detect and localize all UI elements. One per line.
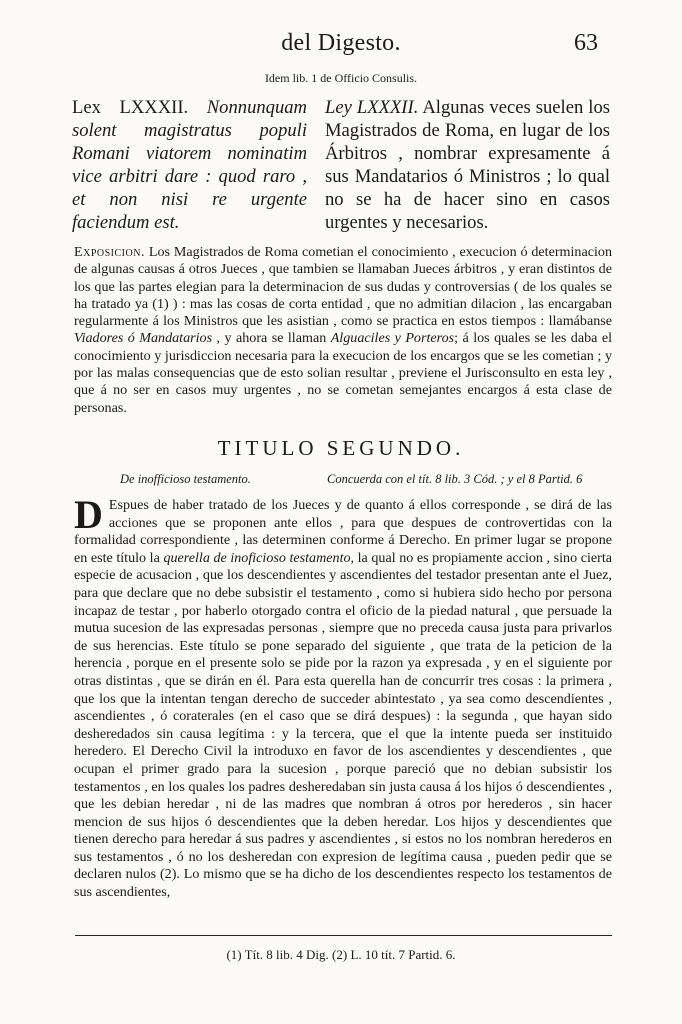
exposicion-italic-1: Viadores ó Mandatarios	[74, 330, 213, 347]
body-text-2: , la qual no es propiamente accion , sino cierta especie de acusacion , que los descendientes y ascendientes del testador presentan ante el Juez, para que declare que no debe subsistir el testamento , como si hubiera sido hecho por persona incapaz de testar , por haberlo otorgado contra el oficio de la piedad natural , que persuade la mutua sucesion de las expresadas personas , siempre que no preceda causa justa para privarlos de sus herencias. Este título se pone separado del siguiente , que trata de la peticion de la herencia , porque en el presente solo se pide por la razon ya expresada , y en el siguiente por otras distintas , que se dirán en él. Para esta querella han de concurrir tres cosas : la primera , que los que la intentan tengan derecho de succeder abintestato , ya sea como descendientes , ascendientes , ó coraterales (en el caso que se dirá despues) : la segunda , que hayan sido desheredados sin causa legítima : y la tercera, que el que la intente pueda ser instituido heredero. El Derecho Civil la introduxo en favor de los ascendientes y descendientes , que ocupan el primer grado para la sucesion , porque pareció que no debian subsistir los testamentos , en los quales los padres desheredaban sin justa causa á los hijos ó descendientes , que les debian heredar , ni de las madres que nombran á otros por herederos , sin hacer mencion de sus hijos ó descendientes que la deben heredar. Los hijos y descendientes que tienen derecho para heredar á sus padres y ascendientes , si estos no los nombran herederos en sus testamentos , ó no los desheredan con expresion de legítima causa , pueden pedir que se declaren nulos (2). Lo mismo que se ha dicho de los descendientes respecto los testamentos de sus ascendientes,	[74, 549, 612, 901]
exposicion-text-3: ; á los quales se les daba el conocimiento y jurisdiccion necesaria para la execucion de los encargos que se les cometian ; y por las malas consequencias que de esto solian resultar , previene el Jurisconsulto en esta ley , que á no ser en casos muy urgentes , no se cometan semejantes encargos á esta clase de personas.	[74, 330, 613, 416]
exposicion-text-2: , y ahora se llaman	[216, 330, 327, 347]
titulo-subhead-right: Concuerda con el tít. 8 lib. 3 Cód. ; y el 8 Partid. 6	[327, 472, 583, 486]
body-text-1: Espues de haber tratado de los Jueces y de quanto á ellos corresponde , se dirá de las acciones que se proponen ante ellos , para que despues de controvertidas con la formalidad correspondiente , las determinen conforme á Derecho. En primer lugar se propone en este título la	[74, 497, 612, 566]
body-paragraph	[74, 492, 612, 902]
spanish-law-column	[325, 96, 610, 234]
titulo-heading: TITULO SEGUNDO.	[217, 436, 465, 460]
footnotes: (1) Tít. 8 lib. 4 Dig. (2) L. 10 tít. 7 Partid. 6.	[226, 947, 456, 962]
exposicion-italic-2: Alguaciles y Porteros	[330, 330, 455, 347]
exposicion-paragraph	[74, 244, 612, 417]
spanish-law-label: Ley LXXXII.	[325, 97, 419, 118]
latin-law-label: Lex LXXXII.	[72, 97, 189, 118]
footnote-rule	[75, 935, 612, 936]
page-number: 63	[574, 30, 598, 56]
drop-cap: D	[74, 492, 103, 537]
source-line: Idem lib. 1 de Officio Consulis.	[264, 71, 418, 85]
latin-law-text: Nonnunquam solent magistratus populi Romani viatorem nominatim vice arbitri dare : quod raro , et non nisi re urgente faciendum est.	[72, 97, 307, 233]
latin-law-column	[72, 96, 307, 234]
exposicion-lead: Exposicion.	[74, 244, 145, 260]
running-title: del Digesto.	[281, 30, 401, 56]
titulo-subhead-left: De inofficioso testamento.	[120, 472, 251, 486]
spanish-law-text: Algunas veces suelen los Magistrados de Roma, en lugar de los Árbitros , nombrar expresamente á sus Mandatarios ó Ministros ; lo qual no se ha de hacer sino en casos urgentes y necesarios.	[325, 97, 610, 233]
body-italic-1: querella de inoficioso testamento	[163, 549, 351, 566]
exposicion-text-1: Los Magistrados de Roma cometian el conocimiento , execucion ó determinacion de algunas causas á otros Jueces , que tambien se llamaban Jueces árbitros , y eran distintos de los que las partes elegian para la determinacion de sus dudas y controversias ( de los quales se ha tratado ya (1) ) : mas las cosas de corta entidad , que no admitian dilacion , las encargaban regularmente á los Ministros que les asistian , como se practica en estos tiempos : llamábanse	[74, 244, 612, 330]
